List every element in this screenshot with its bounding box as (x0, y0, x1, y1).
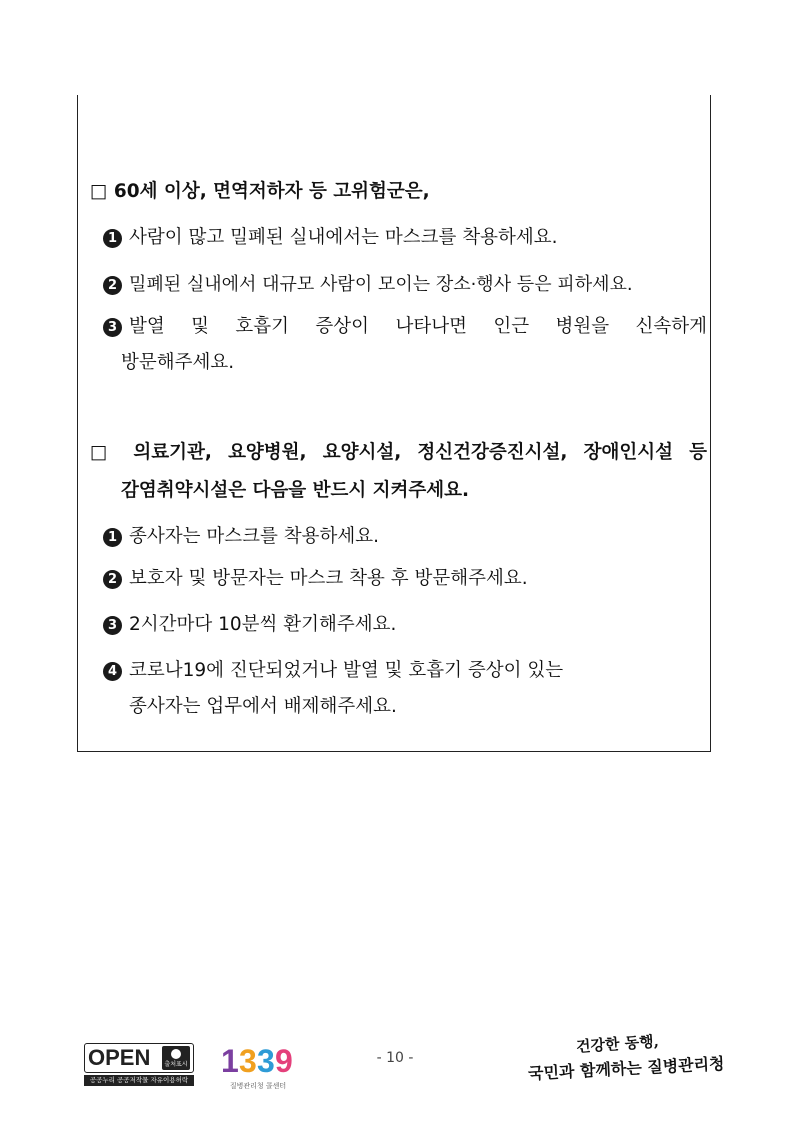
attribution-badge (162, 1046, 190, 1070)
page-number: - 10 - (376, 1050, 414, 1066)
number-badge-1: 1 (103, 528, 122, 547)
section2-item-2: 보호자 및 방문자는 마스크 착용 후 방문해주세요. (129, 568, 528, 589)
section2-heading-line2: 감염취약시설은 다음을 반드시 지켜주세요. (121, 480, 470, 501)
section1-item-3: 발열 및 호흡기 증상이 나타나면 인근 병원을 신속하게 (129, 316, 707, 337)
section2-item-3: 2시간마다 10분씩 환기해주세요. (129, 614, 397, 635)
section2-heading-line1: □ 의료기관, 요양병원, 요양시설, 정신건강증진시설, 장애인시설 등 (90, 442, 707, 463)
section1-item-1: 사람이 많고 밀폐된 실내에서는 마스크를 착용하세요. (129, 227, 558, 248)
open-license-logo (84, 1043, 194, 1087)
logo-digit-2: 3 (239, 1043, 257, 1079)
number-badge-4: 4 (103, 662, 122, 681)
slogan-line2: 국민과 함께하는 질병관리청 (527, 1053, 725, 1084)
open-badge-text: 출처표시 (164, 1061, 188, 1068)
logo-digit-3: 3 (257, 1043, 275, 1079)
callcenter-1339-logo (219, 1043, 297, 1093)
section2-item-4-continued: 종사자는 업무에서 배제해주세요. (129, 696, 397, 717)
logo-digit-1: 1 (221, 1043, 239, 1079)
person-icon (171, 1049, 181, 1059)
number-badge-1: 1 (103, 229, 122, 248)
section1-item-3-continued: 방문해주세요. (121, 352, 235, 373)
section2-item-4: 코로나19에 진단되었거나 발열 및 호흡기 증상이 있는 (129, 660, 564, 681)
open-logo-text: OPEN (88, 1045, 151, 1070)
logo-caption: 질병관리청 콜센터 (229, 1082, 287, 1090)
section2-item-1: 종사자는 마스크를 착용하세요. (129, 526, 379, 547)
slogan-line1: 건강한 동행, (575, 1032, 660, 1056)
logo-digit-4: 9 (275, 1043, 293, 1079)
open-caption: 공공누리 공공저작물 자유이용허락 (84, 1075, 194, 1086)
section1-item-2: 밀폐된 실내에서 대규모 사람이 모이는 장소·행사 등은 피하세요. (129, 274, 633, 295)
number-badge-2: 2 (103, 570, 122, 589)
section1-heading: □ 60세 이상, 면역저하자 등 고위험군은, (90, 181, 430, 202)
number-badge-2: 2 (103, 276, 122, 295)
slogan-calligraphy (527, 1030, 725, 1090)
number-badge-3: 3 (103, 616, 122, 635)
number-badge-3: 3 (103, 318, 122, 337)
